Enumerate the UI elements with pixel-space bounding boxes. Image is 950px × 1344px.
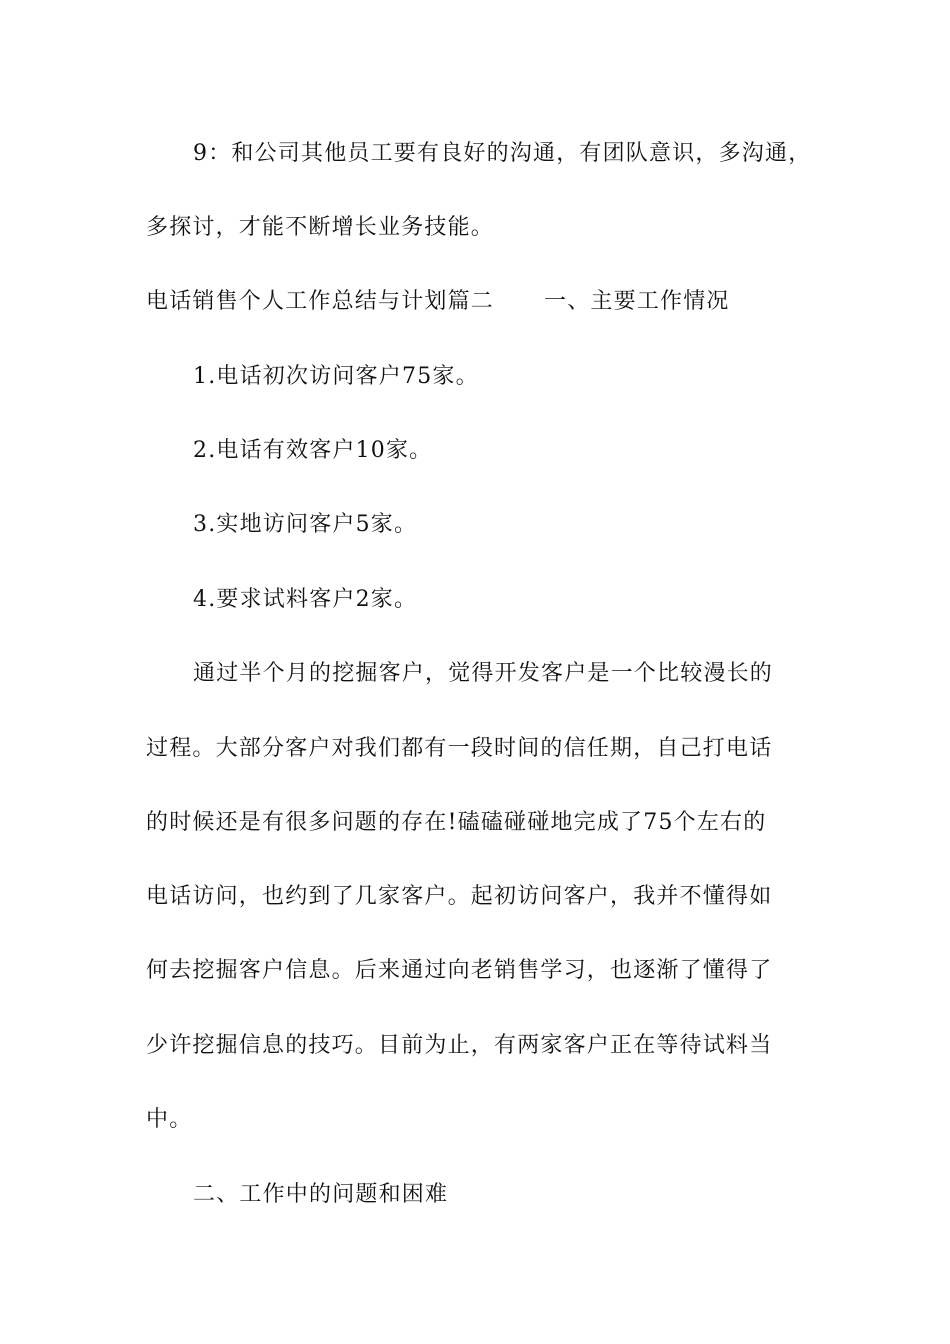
paragraph-line: 过程。大部分客户对我们都有一段时间的信任期，自己打电话 [146, 736, 773, 761]
paragraph-line: 少许挖掘信息的技巧。目前为止，有两家客户正在等待试料当 [146, 1033, 773, 1058]
list-item: 4.要求试料客户2家。 [193, 587, 418, 612]
paragraph-line: 电话访问，也约到了几家客户。起初访问客户，我并不懂得如 [146, 884, 773, 909]
list-item: 1.电话初次访问客户75家。 [193, 364, 479, 389]
list-item: 2.电话有效客户10家。 [193, 438, 433, 463]
section-heading-2: 二、工作中的问题和困难 [193, 1182, 449, 1207]
paragraph-line: 通过半个月的挖掘客户，觉得开发客户是一个比较漫长的 [193, 661, 774, 686]
section-title: 一、主要工作情况 [544, 289, 730, 314]
document-title: 电话销售个人工作总结与计划篇二 [146, 289, 495, 314]
paragraph-line: 多探讨，才能不断增长业务技能。 [146, 215, 495, 240]
paragraph-line: 中。 [146, 1107, 193, 1132]
paragraph-line: 9：和公司其他员工要有良好的沟通，有团队意识，多沟通， [193, 141, 812, 166]
paragraph-line: 的时候还是有很多问题的存在!磕磕碰碰地完成了75个左右的 [146, 810, 767, 835]
section-heading [146, 287, 836, 317]
list-item: 3.实地访问客户5家。 [193, 512, 418, 537]
paragraph-line: 何去挖掘客户信息。后来通过向老销售学习，也逐渐了懂得了 [146, 958, 773, 983]
